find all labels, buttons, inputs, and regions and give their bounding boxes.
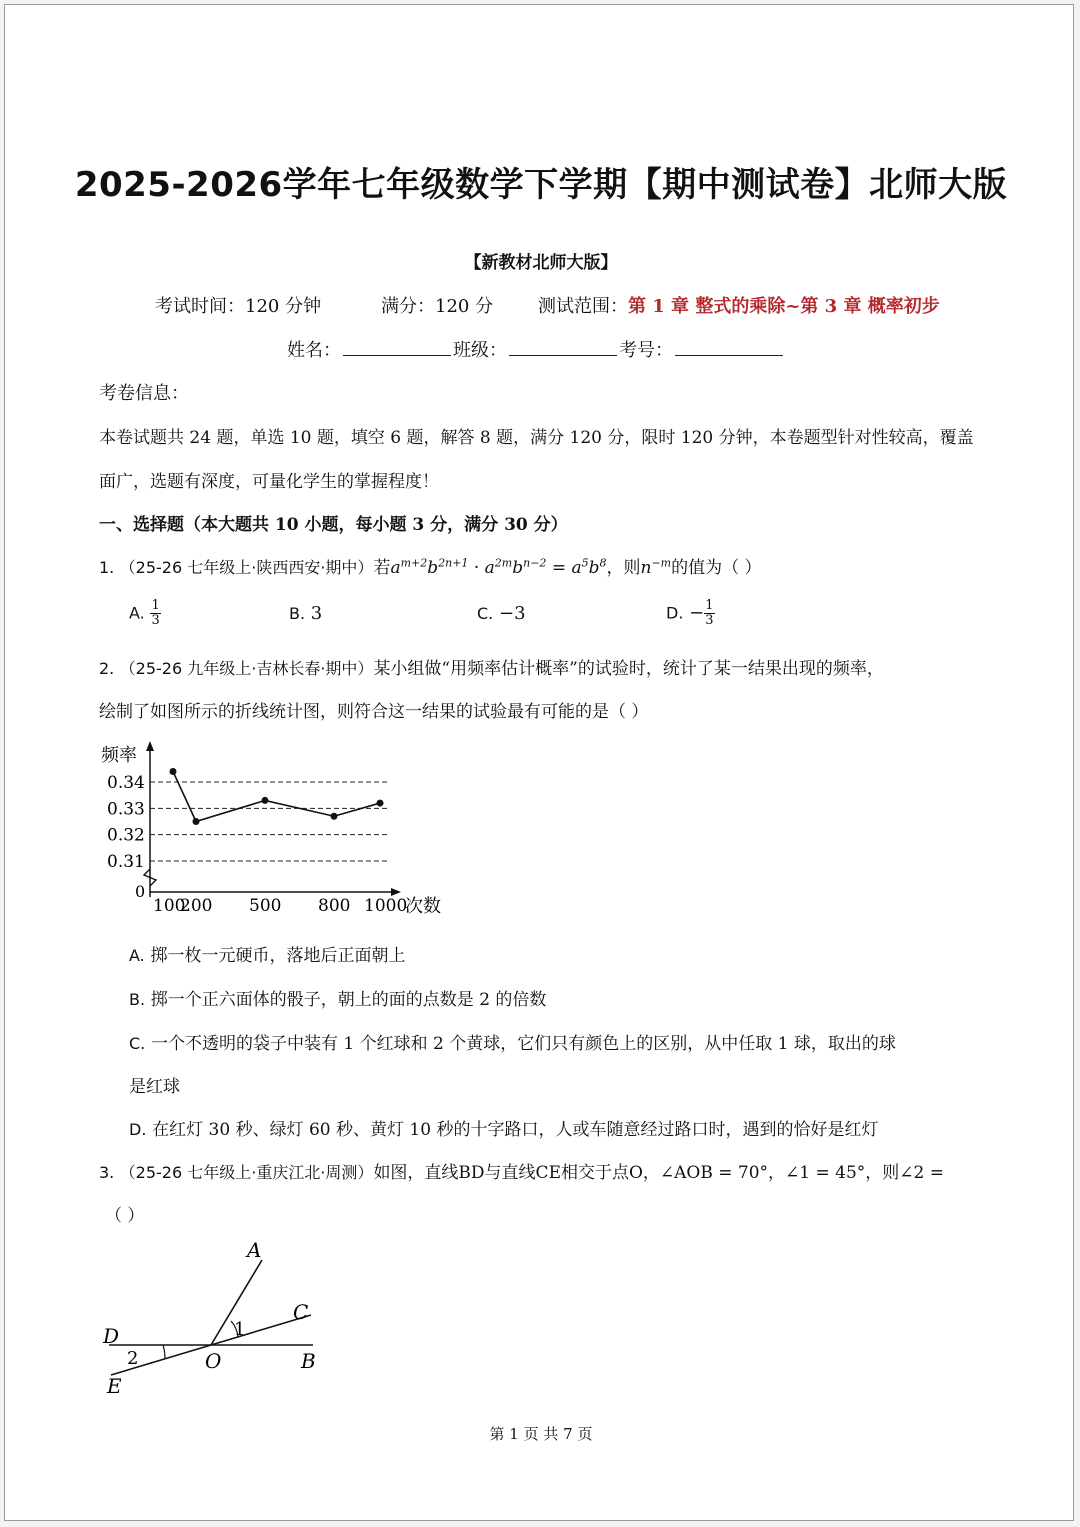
- y-axis-label: 频率: [101, 745, 137, 766]
- q3-line-1-text: 如图，直线BD与直线CE相交于点O，∠AOB = 70°，∠1 = 45°，则∠2 =: [373, 1163, 944, 1183]
- q1-d-num: 1: [705, 598, 714, 613]
- class-blank[interactable]: [509, 337, 617, 356]
- q1-option-c-value: −3: [499, 603, 526, 624]
- y-tick-label-2: 0.32: [107, 825, 145, 846]
- exam-page: [4, 4, 1074, 1521]
- q2-line-1-text: 某小组做“用频率估计概率”的试验时，统计了某一结果出现的频率，: [373, 659, 884, 679]
- data-point-4: [377, 800, 384, 807]
- question-2-line-1: [99, 654, 884, 679]
- origin-label: 0: [135, 882, 146, 901]
- q1-ask: $n^{-m}$: [640, 556, 672, 578]
- angle-2-label: 2: [127, 1348, 139, 1369]
- y-tick-label-3: 0.31: [107, 852, 145, 872]
- y-axis-arrow: [146, 741, 154, 751]
- x-tick-label-1: 200: [180, 896, 213, 916]
- frequency-line-chart: [93, 737, 463, 922]
- info-line-1: 本卷试题共 24 题，单选 10 题，填空 6 题，解答 8 题，满分 120 分，限时 120 分钟，本卷题型针对性较高，覆盖: [99, 428, 974, 448]
- info-heading: 考卷信息：: [99, 383, 189, 404]
- point-e-label: E: [107, 1374, 122, 1398]
- x-axis-label: 次数: [405, 896, 441, 917]
- id-label: 考号：: [619, 340, 673, 361]
- test-scope: [538, 292, 940, 318]
- series-line: [173, 771, 380, 821]
- q2-option-d-text: 在红灯 30 秒、绿灯 60 秒、黄灯 10 秒的十字路口，人或车随意经过路口时，遇到的恰好是红灯: [152, 1120, 879, 1140]
- q2-option-c[interactable]: [129, 1029, 896, 1054]
- data-point-3: [331, 813, 338, 820]
- q1-option-a-label: A.: [129, 603, 145, 623]
- x-tick-label-2: 500: [249, 896, 282, 916]
- q1-option-a[interactable]: [129, 599, 161, 628]
- q1-option-d-fraction: [704, 599, 714, 628]
- q1-source: （25-26 七年级上·陕西西安·期中）: [119, 558, 374, 577]
- id-blank[interactable]: [675, 337, 783, 356]
- q1-option-d[interactable]: [666, 599, 715, 628]
- section-heading: 一、选择题（本大题共 10 小题，每小题 3 分，满分 30 分）: [99, 515, 568, 535]
- q1-a-num: 1: [151, 598, 160, 613]
- q1-option-c[interactable]: [477, 603, 526, 624]
- q2-option-a-label: A.: [129, 946, 145, 965]
- q3-source: （25-26 七年级上·重庆江北·周测）: [119, 1163, 374, 1182]
- q2-option-a[interactable]: [129, 941, 405, 966]
- q1-option-b-value: 3: [310, 603, 323, 624]
- x-tick-label-4: 1000: [364, 896, 408, 916]
- q1-option-a-fraction: [150, 599, 160, 628]
- chart-static-layer: [101, 741, 441, 917]
- q2-option-c-label: C.: [129, 1034, 146, 1053]
- point-o-label: O: [205, 1349, 222, 1373]
- question-3-line-2: （ ）: [105, 1206, 145, 1226]
- q2-option-a-text: 掷一枚一元硬币，落地后正面朝上: [150, 946, 406, 966]
- question-1: [99, 553, 762, 578]
- chart-data-layer: [107, 768, 407, 916]
- info-line-2: 面广，选题有深度，可量化学生的掌握程度！: [99, 472, 439, 492]
- x-tick-label-0: 100: [153, 896, 186, 916]
- q1-option-d-sign: −: [689, 602, 705, 624]
- q1-number: 1.: [99, 558, 115, 577]
- angle-geometry-figure: [97, 1235, 337, 1400]
- data-point-0: [170, 768, 177, 775]
- question-2-line-2: 绘制了如图所示的折线统计图，则符合这一结果的试验最有可能的是（ ）: [99, 702, 649, 722]
- q2-source: （25-26 九年级上·吉林长春·期中）: [119, 659, 374, 678]
- point-c-label: C: [293, 1300, 309, 1324]
- q1-option-c-label: C.: [477, 604, 494, 623]
- data-point-2: [262, 797, 269, 804]
- angle-1-label: 1: [234, 1319, 246, 1340]
- subtitle: 【新教材北师大版】: [464, 253, 618, 273]
- q2-number: 2.: [99, 659, 115, 678]
- q3-number: 3.: [99, 1163, 115, 1182]
- question-3-line-1: [99, 1158, 944, 1183]
- full-score: 满分：120 分: [381, 296, 494, 317]
- scope-label: 测试范围：: [538, 296, 628, 317]
- q1-a-den: 3: [151, 613, 160, 628]
- q1-option-b[interactable]: [289, 603, 322, 624]
- q1-stem-pre: 若: [373, 558, 391, 578]
- q2-option-b-label: B.: [129, 990, 146, 1009]
- y-tick-label-1: 0.33: [107, 799, 145, 820]
- q1-option-d-label: D.: [666, 603, 684, 623]
- name-blank[interactable]: [343, 337, 451, 356]
- scope-value: 第 1 章 整式的乘除~第 3 章 概率初步: [628, 296, 940, 317]
- point-d-label: D: [103, 1324, 120, 1348]
- y-tick-label-0: 0.34: [107, 773, 145, 793]
- page-footer: 第 1 页 共 7 页: [489, 1425, 593, 1443]
- q2-option-b[interactable]: [129, 985, 546, 1010]
- point-b-label: B: [301, 1349, 316, 1373]
- class-label: 班级：: [453, 340, 507, 361]
- q1-option-b-label: B.: [289, 604, 306, 623]
- q2-option-d[interactable]: [129, 1115, 878, 1140]
- q2-option-b-text: 掷一个正六面体的骰子，朝上的面的点数是 2 的倍数: [150, 990, 547, 1010]
- q1-stem-mid: ，则: [606, 558, 641, 578]
- q1-stem-post: 的值为（ ）: [671, 558, 762, 578]
- q1-expression: $a^{m+2}b^{2n+1} \cdot a^{2m}b^{n-2} = a^5b^8$: [390, 556, 607, 578]
- q2-option-d-label: D.: [129, 1120, 147, 1139]
- q1-d-den: 3: [705, 613, 714, 628]
- data-point-1: [193, 818, 200, 825]
- x-axis-arrow: [391, 888, 401, 896]
- q2-option-c-continued: 是红球: [129, 1077, 180, 1097]
- student-fields: [287, 336, 785, 362]
- page-title: 2025-2026学年七年级数学下学期【期中测试卷】北师大版: [74, 165, 1008, 205]
- x-tick-label-3: 800: [318, 896, 351, 916]
- exam-time: 考试时间：120 分钟: [155, 296, 322, 317]
- point-a-label: A: [247, 1238, 262, 1262]
- name-label: 姓名：: [287, 340, 341, 361]
- q2-option-c-text: 一个不透明的袋子中装有 1 个红球和 2 个黄球，它们只有颜色上的区别，从中任取 1 球，取出的球: [151, 1034, 896, 1054]
- angle-2-arc: [163, 1345, 165, 1359]
